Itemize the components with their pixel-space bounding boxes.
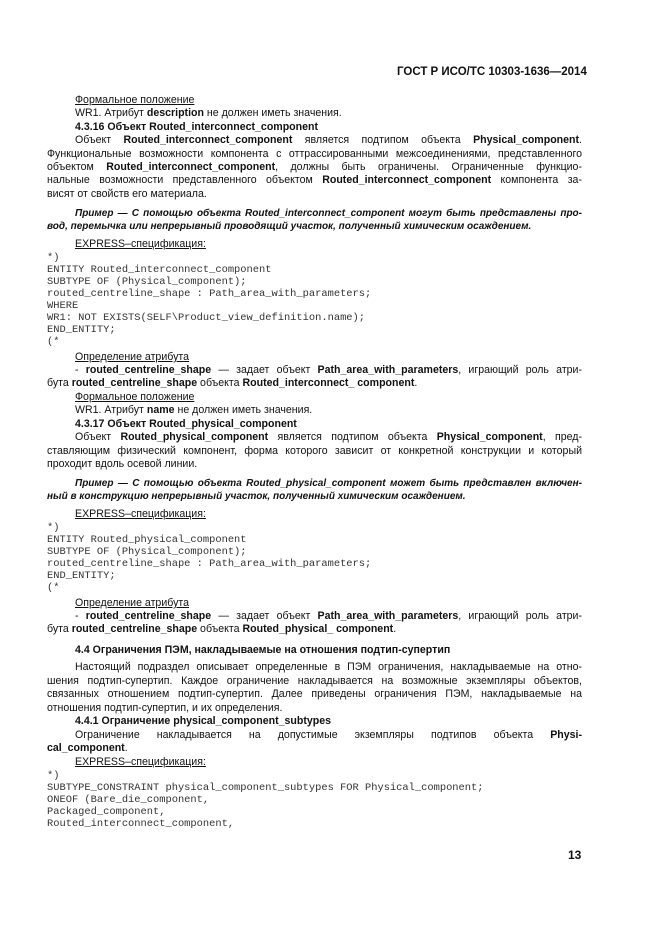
code-line: *) [47, 522, 60, 534]
section-heading-4-3-16: 4.3.16 Объект Routed_interconnect_component [75, 121, 319, 133]
section-heading-4-3-17: 4.3.17 Объект Routed_physical_component [75, 418, 297, 430]
example-line: вод, перемычка или непрерывный проводящий участок, полученный химическим осаждением. [47, 221, 532, 232]
standard-header: ГОСТ Р ИСО/ТС 10303-1636—2014 [397, 66, 587, 78]
rule-wr1-description: WR1. Атрибут description не должен иметь значения. [75, 107, 342, 119]
rule-wr1-name: WR1. Атрибут name не должен иметь значения. [75, 404, 313, 416]
paragraph-line: Настоящий подраздел описывает определенные в ПЭМ ограничения, накладываемые на отно- [75, 661, 582, 673]
paragraph-line: связанных отношением подтип-супертип. Далее приведены ограничения ПЭМ, накладываемые на [47, 688, 582, 700]
paragraph-line: Объект Routed_physical_component является подтипом объекта Physical_component, пред- [75, 431, 582, 443]
paragraph-line: Объект Routed_interconnect_component является подтипом объекта Physical_component. [75, 134, 582, 146]
code-line: routed_centreline_shape : Path_area_with_parameters; [47, 288, 372, 300]
paragraph-line: Ограничение накладывается на допустимые экземпляры подтипов объекта Physi- [75, 729, 582, 741]
paragraph-line: шения подтип-супертип. Каждое ограничение накладывается на возможные экземпляры объектов, [47, 675, 582, 687]
attribute-definition-line: - routed_centreline_shape — задает объект Path_area_with_parameters, играющий роль атри- [75, 610, 583, 622]
code-line: ENTITY Routed_interconnect_component [47, 264, 272, 276]
express-spec-label: EXPRESS–спецификация: [75, 238, 206, 250]
code-line: SUBTYPE_CONSTRAINT physical_component_subtypes FOR Physical_component; [47, 782, 484, 794]
attribute-definition-heading: Определение атрибута [75, 597, 190, 609]
page-number: 13 [568, 848, 582, 862]
code-line: (* [47, 336, 60, 348]
example-line: Пример — С помощью объекта Routed_physical_component может быть представлен включен- [75, 478, 582, 489]
paragraph-line: отношения подтип-супертип, и их определения. [47, 702, 283, 714]
attribute-definition-heading: Определение атрибута [75, 351, 190, 363]
code-line: (* [47, 582, 60, 594]
paragraph-line: объектом Routed_interconnect_component, должны быть ограничены. Ограниченные функцио- [47, 161, 582, 173]
paragraph-line: cal_component. [47, 742, 128, 754]
paragraph-line: нальные возможности представленного объектом Routed_interconnect_component компонента за- [47, 174, 582, 186]
code-line: *) [47, 252, 60, 264]
paragraph-line: проходит вдоль осевой линии. [47, 458, 198, 470]
section-heading-4-4-1: 4.4.1 Ограничение physical_component_subtypes [75, 715, 331, 727]
formal-provision-heading: Формальное положение [75, 391, 195, 403]
attribute-definition-line: - routed_centreline_shape — задает объект Path_area_with_parameters, играющий роль атри- [75, 364, 583, 376]
paragraph-line: висят от свойств его материала. [47, 188, 207, 200]
code-line: END_ENTITY; [47, 570, 116, 582]
code-line: *) [47, 770, 60, 782]
example-line: Пример — С помощью объекта Routed_interconnect_component могут быть представлены про- [75, 208, 582, 219]
code-line: Routed_interconnect_component, [47, 818, 235, 830]
example-line: ный в конструкцию непрерывный участок, полученный химическим осаждением. [47, 491, 466, 502]
paragraph-line: Функциональные возможности компонента с оттрассированными межсоединениями, представленного [47, 148, 582, 160]
code-line: SUBTYPE OF (Physical_component); [47, 546, 247, 558]
express-spec-label: EXPRESS–спецификация: [75, 756, 206, 768]
code-line: ONEOF (Bare_die_component, [47, 794, 210, 806]
code-line: ENTITY Routed_physical_component [47, 534, 247, 546]
express-spec-label: EXPRESS–спецификация: [75, 508, 206, 520]
section-heading-4-4: 4.4 Ограничения ПЭМ, накладываемые на отношения подтип-супертип [75, 644, 451, 656]
attribute-definition-line: бута routed_centreline_shape объекта Routed_interconnect_ component. [47, 377, 418, 389]
code-line: SUBTYPE OF (Physical_component); [47, 276, 247, 288]
paragraph-line: ставляющим физический компонент, форма которого зависит от конкретной конструкции и который [47, 445, 582, 457]
code-line: routed_centreline_shape : Path_area_with_parameters; [47, 558, 372, 570]
code-line: WR1: NOT EXISTS(SELF\Product_view_definition.name); [47, 312, 366, 324]
code-line: WHERE [47, 300, 79, 312]
attribute-definition-line: бута routed_centreline_shape объекта Routed_physical_ component. [47, 623, 397, 635]
formal-provision-heading: Формальное положение [75, 94, 195, 106]
code-line: END_ENTITY; [47, 324, 116, 336]
code-line: Packaged_component, [47, 806, 166, 818]
